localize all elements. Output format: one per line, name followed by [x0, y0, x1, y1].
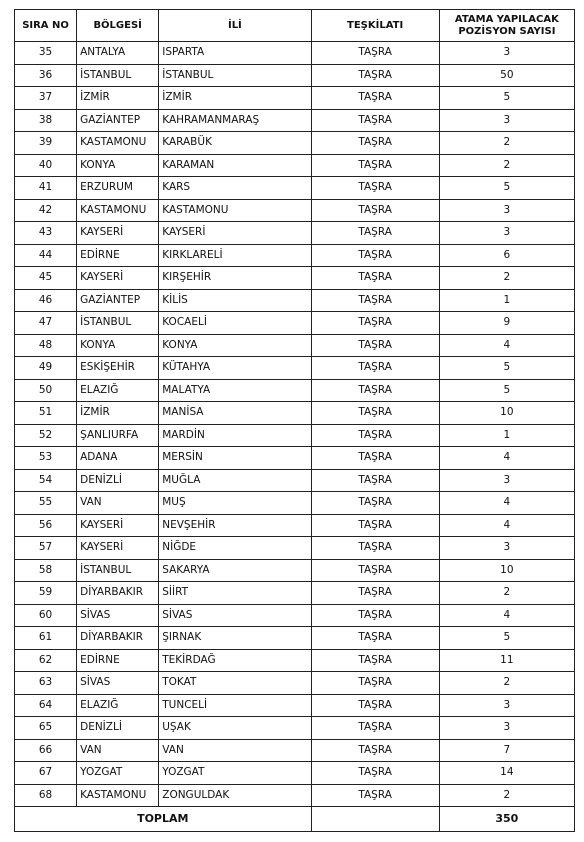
table-row: [15, 604, 575, 627]
cell-sira-no: 46: [15, 289, 77, 312]
table-total-row: [15, 807, 575, 832]
cell-pozisyon-sayisi: 3: [439, 469, 574, 492]
cell-teskilati: TAŞRA: [311, 177, 439, 200]
cell-bolgesi: DİYARBAKIR: [77, 582, 159, 605]
table-row: [15, 244, 575, 267]
cell-pozisyon-sayisi: 4: [439, 604, 574, 627]
cell-sira-no: 45: [15, 267, 77, 290]
cell-pozisyon-sayisi: 2: [439, 784, 574, 807]
cell-pozisyon-sayisi: 3: [439, 222, 574, 245]
cell-teskilati: TAŞRA: [311, 402, 439, 425]
cell-sira-no: 58: [15, 559, 77, 582]
cell-teskilati: TAŞRA: [311, 604, 439, 627]
cell-sira-no: 62: [15, 649, 77, 672]
cell-ili: TUNCELİ: [159, 694, 311, 717]
cell-ili: KASTAMONU: [159, 199, 311, 222]
cell-pozisyon-sayisi: 3: [439, 42, 574, 65]
cell-sira-no: 54: [15, 469, 77, 492]
cell-sira-no: 51: [15, 402, 77, 425]
cell-pozisyon-sayisi: 2: [439, 672, 574, 695]
cell-teskilati: TAŞRA: [311, 694, 439, 717]
cell-bolgesi: DENİZLİ: [77, 717, 159, 740]
header-atama-pozisyon: [439, 10, 574, 42]
cell-teskilati: TAŞRA: [311, 154, 439, 177]
cell-bolgesi: SİVAS: [77, 604, 159, 627]
cell-sira-no: 37: [15, 87, 77, 110]
cell-bolgesi: KAYSERİ: [77, 222, 159, 245]
cell-teskilati: TAŞRA: [311, 424, 439, 447]
cell-bolgesi: GAZİANTEP: [77, 289, 159, 312]
cell-teskilati: TAŞRA: [311, 289, 439, 312]
cell-sira-no: 66: [15, 739, 77, 762]
cell-pozisyon-sayisi: 7: [439, 739, 574, 762]
cell-bolgesi: İSTANBUL: [77, 64, 159, 87]
cell-bolgesi: İZMİR: [77, 402, 159, 425]
cell-pozisyon-sayisi: 2: [439, 154, 574, 177]
cell-bolgesi: ELAZIĞ: [77, 379, 159, 402]
cell-ili: TEKİRDAĞ: [159, 649, 311, 672]
cell-ili: KIRŞEHİR: [159, 267, 311, 290]
cell-ili: ŞIRNAK: [159, 627, 311, 650]
cell-teskilati: TAŞRA: [311, 64, 439, 87]
table-row: [15, 379, 575, 402]
cell-pozisyon-sayisi: 14: [439, 762, 574, 785]
cell-teskilati: TAŞRA: [311, 649, 439, 672]
cell-ili: MANİSA: [159, 402, 311, 425]
table-row: [15, 109, 575, 132]
cell-teskilati: TAŞRA: [311, 447, 439, 470]
table-row: [15, 64, 575, 87]
table-row: [15, 289, 575, 312]
cell-sira-no: 65: [15, 717, 77, 740]
cell-bolgesi: YOZGAT: [77, 762, 159, 785]
table-row: [15, 537, 575, 560]
cell-pozisyon-sayisi: 5: [439, 177, 574, 200]
cell-pozisyon-sayisi: 5: [439, 357, 574, 380]
cell-teskilati: TAŞRA: [311, 672, 439, 695]
cell-ili: KARABÜK: [159, 132, 311, 155]
cell-bolgesi: KASTAMONU: [77, 132, 159, 155]
cell-ili: KARS: [159, 177, 311, 200]
cell-pozisyon-sayisi: 5: [439, 379, 574, 402]
cell-bolgesi: SİVAS: [77, 672, 159, 695]
table-row: [15, 762, 575, 785]
cell-teskilati: TAŞRA: [311, 267, 439, 290]
header-atama-line2: POZİSYON SAYISI: [458, 25, 556, 37]
cell-ili: VAN: [159, 739, 311, 762]
cell-sira-no: 67: [15, 762, 77, 785]
cell-ili: İZMİR: [159, 87, 311, 110]
table-header-row: [15, 10, 575, 42]
cell-sira-no: 64: [15, 694, 77, 717]
cell-teskilati: TAŞRA: [311, 379, 439, 402]
cell-sira-no: 68: [15, 784, 77, 807]
header-teskilati: TEŞKİLATI: [311, 10, 439, 42]
cell-sira-no: 39: [15, 132, 77, 155]
total-label: TOPLAM: [15, 807, 312, 832]
table-row: [15, 649, 575, 672]
cell-pozisyon-sayisi: 10: [439, 402, 574, 425]
cell-bolgesi: ŞANLIURFA: [77, 424, 159, 447]
cell-ili: NİĞDE: [159, 537, 311, 560]
table-row: [15, 267, 575, 290]
cell-teskilati: TAŞRA: [311, 762, 439, 785]
cell-teskilati: TAŞRA: [311, 222, 439, 245]
cell-pozisyon-sayisi: 1: [439, 289, 574, 312]
cell-teskilati: TAŞRA: [311, 109, 439, 132]
cell-sira-no: 57: [15, 537, 77, 560]
table-row: [15, 199, 575, 222]
cell-sira-no: 49: [15, 357, 77, 380]
cell-teskilati: TAŞRA: [311, 739, 439, 762]
cell-bolgesi: DİYARBAKIR: [77, 627, 159, 650]
cell-bolgesi: EDİRNE: [77, 244, 159, 267]
table-row: [15, 739, 575, 762]
cell-bolgesi: ESKİŞEHİR: [77, 357, 159, 380]
cell-ili: ISPARTA: [159, 42, 311, 65]
cell-bolgesi: KASTAMONU: [77, 784, 159, 807]
cell-ili: KİLİS: [159, 289, 311, 312]
cell-pozisyon-sayisi: 1: [439, 424, 574, 447]
table-row: [15, 717, 575, 740]
cell-pozisyon-sayisi: 5: [439, 87, 574, 110]
cell-bolgesi: ERZURUM: [77, 177, 159, 200]
cell-ili: KÜTAHYA: [159, 357, 311, 380]
cell-ili: MUĞLA: [159, 469, 311, 492]
table-row: [15, 132, 575, 155]
cell-ili: İSTANBUL: [159, 64, 311, 87]
cell-teskilati: TAŞRA: [311, 357, 439, 380]
cell-teskilati: TAŞRA: [311, 582, 439, 605]
cell-sira-no: 44: [15, 244, 77, 267]
table-row: [15, 694, 575, 717]
cell-bolgesi: ELAZIĞ: [77, 694, 159, 717]
cell-sira-no: 41: [15, 177, 77, 200]
cell-bolgesi: VAN: [77, 739, 159, 762]
table-row: [15, 357, 575, 380]
cell-pozisyon-sayisi: 4: [439, 447, 574, 470]
cell-pozisyon-sayisi: 10: [439, 559, 574, 582]
cell-teskilati: TAŞRA: [311, 42, 439, 65]
cell-sira-no: 53: [15, 447, 77, 470]
cell-sira-no: 40: [15, 154, 77, 177]
total-value: 350: [439, 807, 574, 832]
cell-pozisyon-sayisi: 4: [439, 334, 574, 357]
cell-bolgesi: İSTANBUL: [77, 312, 159, 335]
cell-teskilati: TAŞRA: [311, 537, 439, 560]
table-row: [15, 627, 575, 650]
total-empty-cell: [311, 807, 439, 832]
cell-sira-no: 56: [15, 514, 77, 537]
header-atama-line1: ATAMA YAPILACAK: [454, 13, 559, 25]
cell-bolgesi: KONYA: [77, 154, 159, 177]
cell-pozisyon-sayisi: 3: [439, 537, 574, 560]
cell-bolgesi: KAYSERİ: [77, 514, 159, 537]
cell-sira-no: 36: [15, 64, 77, 87]
header-sira-no: SIRA NO: [15, 10, 77, 42]
cell-ili: KAYSERİ: [159, 222, 311, 245]
cell-sira-no: 63: [15, 672, 77, 695]
cell-ili: SİİRT: [159, 582, 311, 605]
cell-ili: YOZGAT: [159, 762, 311, 785]
cell-ili: KIRKLARELİ: [159, 244, 311, 267]
cell-teskilati: TAŞRA: [311, 784, 439, 807]
cell-pozisyon-sayisi: 5: [439, 627, 574, 650]
table-body: [15, 42, 575, 807]
cell-pozisyon-sayisi: 9: [439, 312, 574, 335]
cell-teskilati: TAŞRA: [311, 492, 439, 515]
cell-pozisyon-sayisi: 3: [439, 199, 574, 222]
table-row: [15, 87, 575, 110]
table-row: [15, 177, 575, 200]
header-bolgesi: BÖLGESİ: [77, 10, 159, 42]
table-row: [15, 334, 575, 357]
cell-sira-no: 61: [15, 627, 77, 650]
table-row: [15, 312, 575, 335]
cell-teskilati: TAŞRA: [311, 514, 439, 537]
cell-bolgesi: KAYSERİ: [77, 267, 159, 290]
table-row: [15, 469, 575, 492]
cell-bolgesi: ANTALYA: [77, 42, 159, 65]
cell-ili: SAKARYA: [159, 559, 311, 582]
table-row: [15, 514, 575, 537]
cell-sira-no: 55: [15, 492, 77, 515]
table-row: [15, 42, 575, 65]
cell-sira-no: 35: [15, 42, 77, 65]
cell-teskilati: TAŞRA: [311, 334, 439, 357]
cell-sira-no: 42: [15, 199, 77, 222]
cell-pozisyon-sayisi: 50: [439, 64, 574, 87]
cell-bolgesi: KAYSERİ: [77, 537, 159, 560]
table-row: [15, 672, 575, 695]
cell-pozisyon-sayisi: 4: [439, 492, 574, 515]
cell-sira-no: 47: [15, 312, 77, 335]
cell-sira-no: 52: [15, 424, 77, 447]
cell-teskilati: TAŞRA: [311, 87, 439, 110]
cell-ili: UŞAK: [159, 717, 311, 740]
table-row: [15, 402, 575, 425]
cell-teskilati: TAŞRA: [311, 132, 439, 155]
table-row: [15, 447, 575, 470]
cell-bolgesi: KONYA: [77, 334, 159, 357]
cell-pozisyon-sayisi: 11: [439, 649, 574, 672]
cell-teskilati: TAŞRA: [311, 199, 439, 222]
cell-bolgesi: İSTANBUL: [77, 559, 159, 582]
table-row: [15, 492, 575, 515]
cell-teskilati: TAŞRA: [311, 559, 439, 582]
cell-sira-no: 43: [15, 222, 77, 245]
table-row: [15, 582, 575, 605]
cell-ili: ZONGULDAK: [159, 784, 311, 807]
cell-bolgesi: KASTAMONU: [77, 199, 159, 222]
table-row: [15, 559, 575, 582]
cell-ili: KOCAELİ: [159, 312, 311, 335]
cell-teskilati: TAŞRA: [311, 717, 439, 740]
cell-sira-no: 60: [15, 604, 77, 627]
cell-teskilati: TAŞRA: [311, 469, 439, 492]
table-row: [15, 784, 575, 807]
cell-pozisyon-sayisi: 2: [439, 267, 574, 290]
cell-ili: KARAMAN: [159, 154, 311, 177]
cell-ili: MALATYA: [159, 379, 311, 402]
table-row: [15, 154, 575, 177]
cell-bolgesi: EDİRNE: [77, 649, 159, 672]
cell-sira-no: 50: [15, 379, 77, 402]
cell-pozisyon-sayisi: 4: [439, 514, 574, 537]
cell-ili: MUŞ: [159, 492, 311, 515]
position-table: [14, 9, 575, 832]
cell-pozisyon-sayisi: 2: [439, 132, 574, 155]
cell-bolgesi: GAZİANTEP: [77, 109, 159, 132]
cell-ili: TOKAT: [159, 672, 311, 695]
cell-teskilati: TAŞRA: [311, 627, 439, 650]
header-ili: İLİ: [159, 10, 311, 42]
table-row: [15, 222, 575, 245]
position-table-sheet: [14, 9, 575, 832]
cell-ili: MARDİN: [159, 424, 311, 447]
cell-bolgesi: ADANA: [77, 447, 159, 470]
cell-bolgesi: VAN: [77, 492, 159, 515]
cell-pozisyon-sayisi: 3: [439, 109, 574, 132]
cell-sira-no: 59: [15, 582, 77, 605]
table-row: [15, 424, 575, 447]
cell-teskilati: TAŞRA: [311, 312, 439, 335]
cell-ili: SİVAS: [159, 604, 311, 627]
cell-ili: KAHRAMANMARAŞ: [159, 109, 311, 132]
cell-bolgesi: İZMİR: [77, 87, 159, 110]
cell-ili: NEVŞEHİR: [159, 514, 311, 537]
cell-sira-no: 38: [15, 109, 77, 132]
cell-bolgesi: DENİZLİ: [77, 469, 159, 492]
cell-pozisyon-sayisi: 6: [439, 244, 574, 267]
cell-pozisyon-sayisi: 3: [439, 717, 574, 740]
cell-pozisyon-sayisi: 2: [439, 582, 574, 605]
cell-ili: KONYA: [159, 334, 311, 357]
cell-ili: MERSİN: [159, 447, 311, 470]
cell-teskilati: TAŞRA: [311, 244, 439, 267]
cell-sira-no: 48: [15, 334, 77, 357]
cell-pozisyon-sayisi: 3: [439, 694, 574, 717]
